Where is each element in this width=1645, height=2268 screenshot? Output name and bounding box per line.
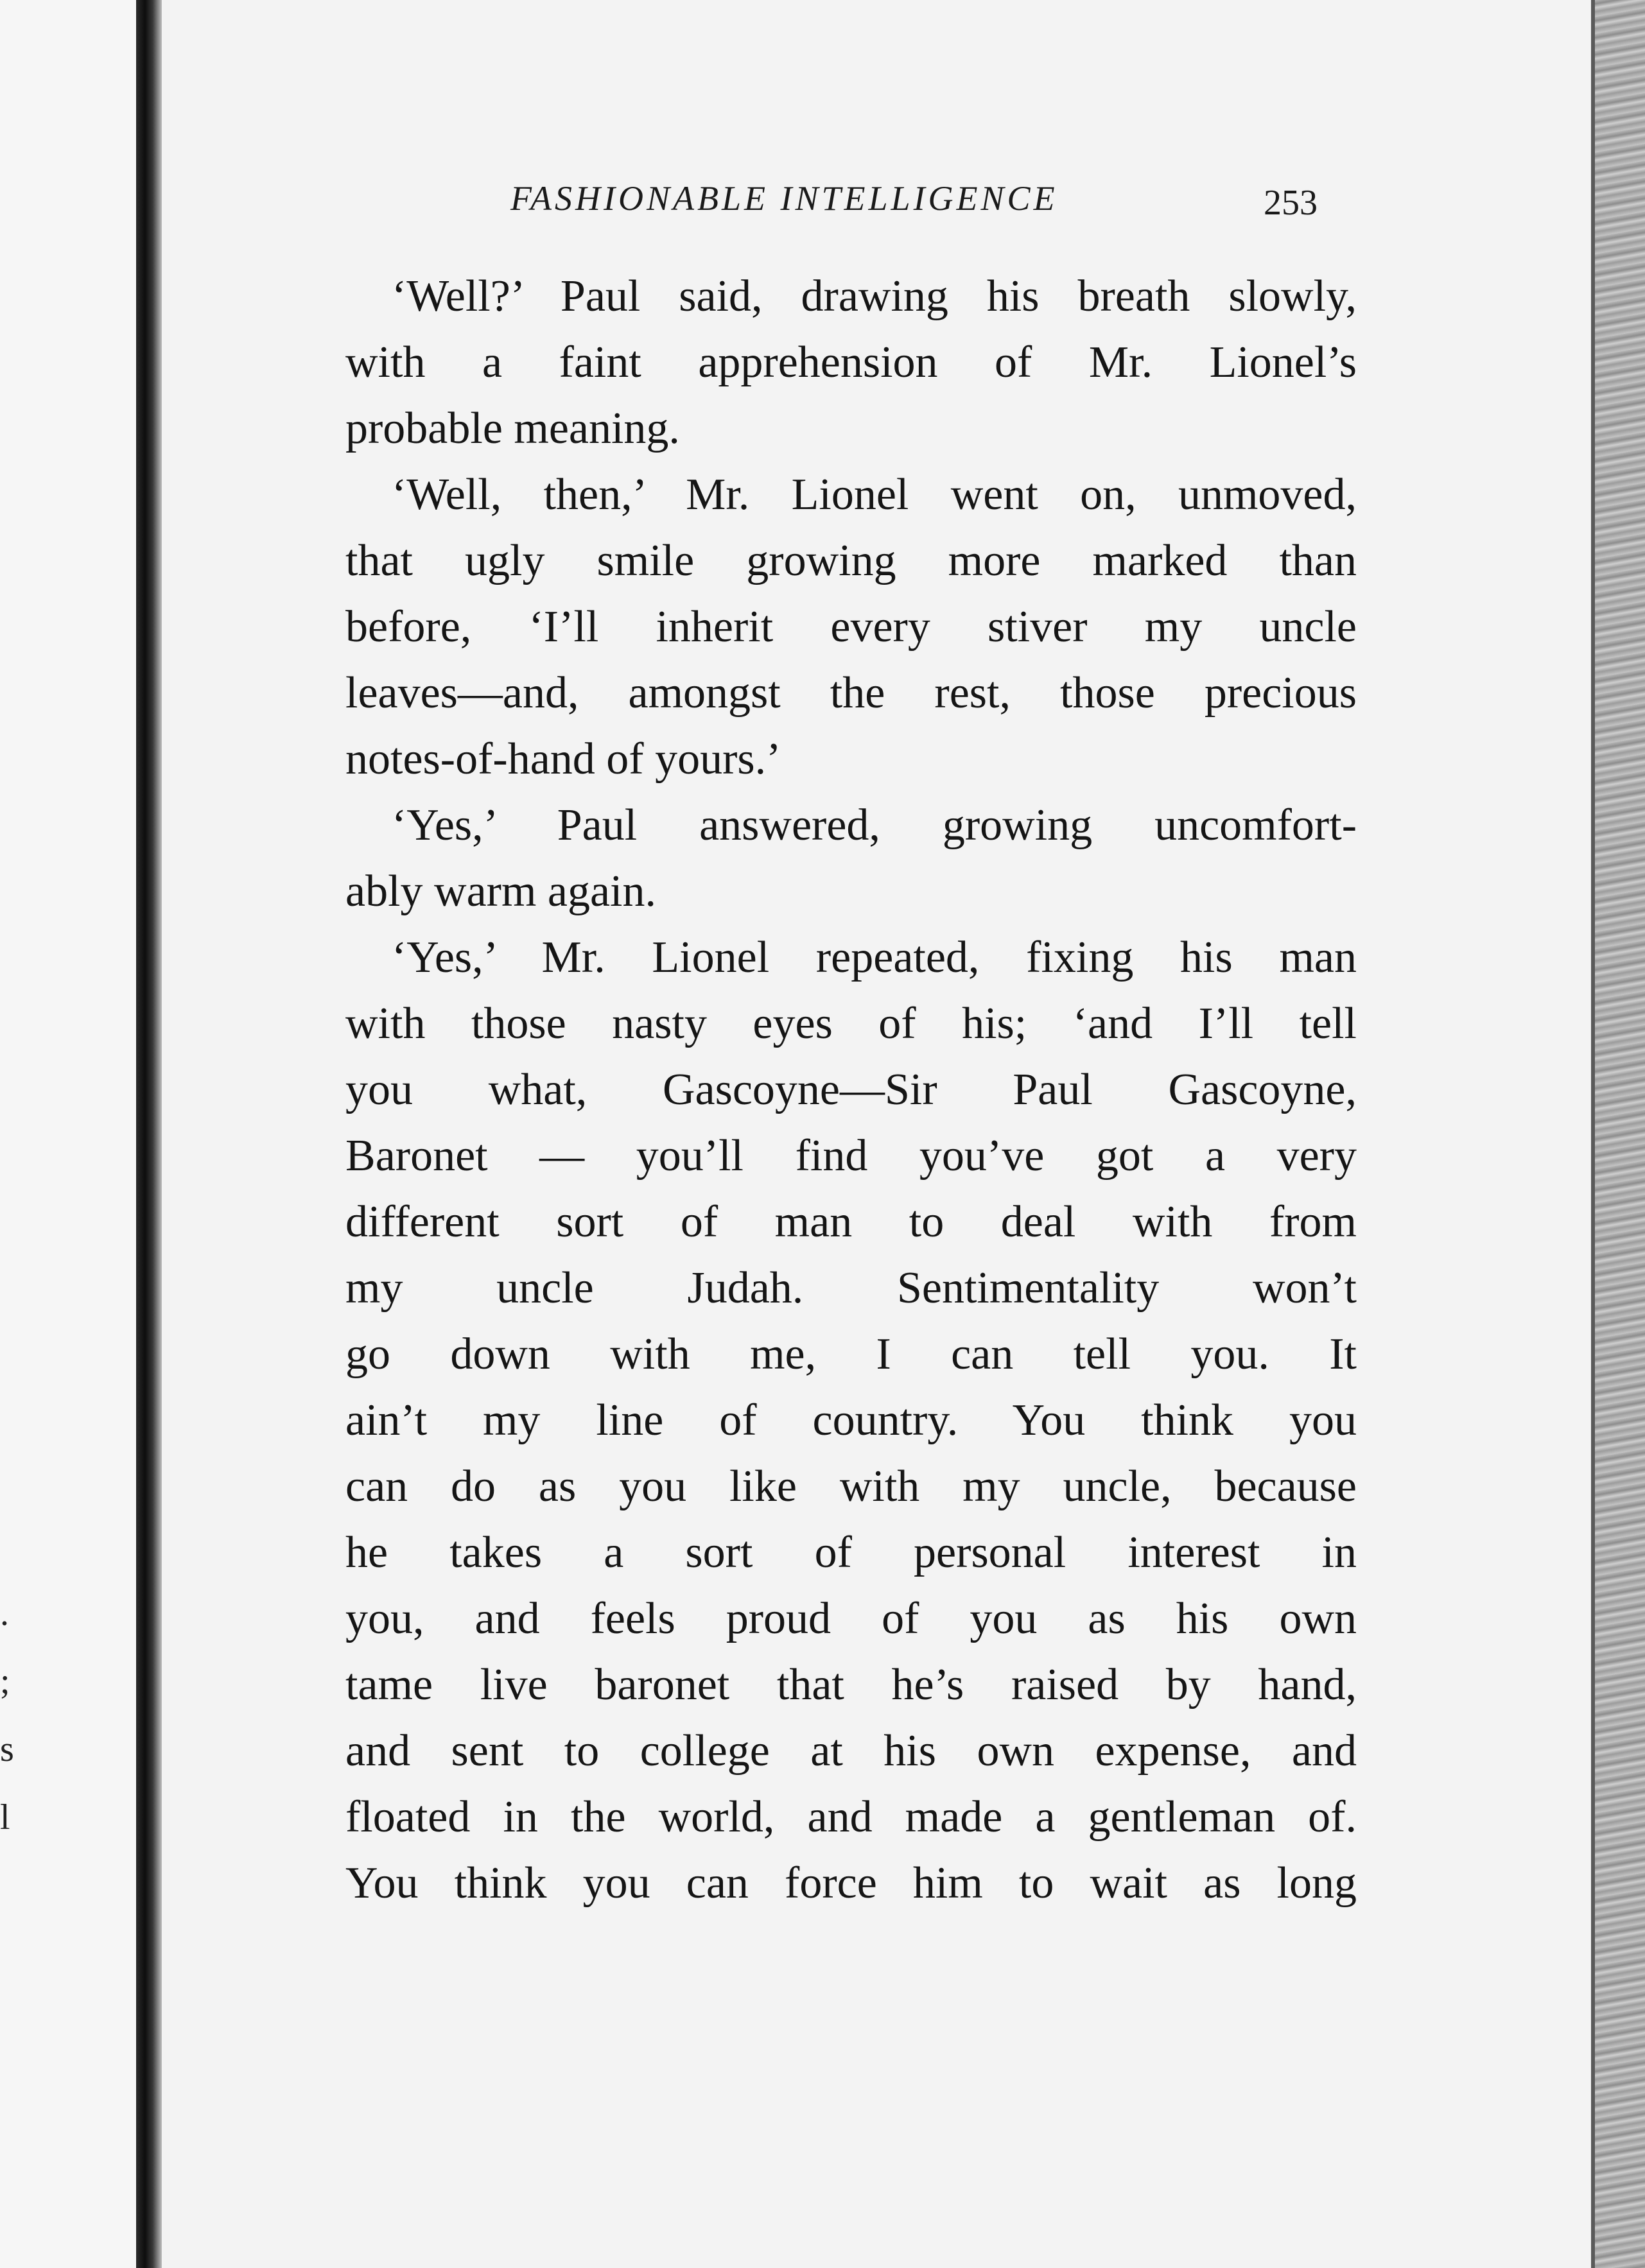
text-line: probable meaning.: [345, 404, 680, 453]
running-head: FASHIONABLE INTELLIGENCE: [510, 179, 1058, 218]
text-line: notes-of-hand of yours.’: [345, 734, 781, 784]
text-line: ‘Yes,’ Mr. Lionel repeated, fixing his man: [392, 933, 1357, 982]
text-line: my uncle Judah. Sentimentality won’t: [345, 1263, 1357, 1313]
body-text: [345, 263, 1357, 1916]
facing-page-edge-marks: . ; s l: [0, 1593, 14, 1837]
page-number: 253: [1264, 183, 1318, 223]
text-line: go down with me, I can tell you. It: [345, 1329, 1357, 1379]
text-line: and sent to college at his own expense, and: [345, 1726, 1357, 1776]
text-line: You think you can force him to wait as long: [345, 1858, 1357, 1908]
text-line: he takes a sort of personal interest in: [345, 1528, 1357, 1577]
text-line: ‘Yes,’ Paul answered, growing uncomfort-: [392, 801, 1357, 850]
text-line: with those nasty eyes of his; ‘and I’ll tell: [345, 999, 1357, 1048]
text-line: ‘Well, then,’ Mr. Lionel went on, unmoved,: [392, 470, 1357, 519]
text-line: floated in the world, and made a gentleman of.: [345, 1792, 1357, 1842]
book-gutter: [136, 0, 162, 2268]
text-line: you, and feels proud of you as his own: [345, 1594, 1357, 1643]
text-line: leaves—and, amongst the rest, those precious: [345, 668, 1357, 718]
facing-page: [0, 0, 138, 2268]
text-line: tame live baronet that he’s raised by hand,: [345, 1660, 1357, 1710]
text-line: ain’t my line of country. You think you: [345, 1396, 1357, 1445]
text-line: can do as you like with my uncle, because: [345, 1462, 1357, 1511]
text-line: you what, Gascoyne—Sir Paul Gascoyne,: [345, 1065, 1357, 1114]
text-line: with a faint apprehension of Mr. Lionel’s: [345, 338, 1357, 387]
text-line: different sort of man to deal with from: [345, 1197, 1357, 1247]
text-line: that ugly smile growing more marked than: [345, 536, 1357, 585]
text-line: ‘Well?’ Paul said, drawing his breath slowly,: [392, 272, 1357, 321]
text-line: ably warm again.: [345, 867, 656, 916]
marbled-page-edge: [1595, 0, 1645, 2268]
text-line: Baronet — you’ll find you’ve got a very: [345, 1131, 1357, 1181]
text-line: before, ‘I’ll inherit every stiver my uncle: [345, 602, 1357, 652]
